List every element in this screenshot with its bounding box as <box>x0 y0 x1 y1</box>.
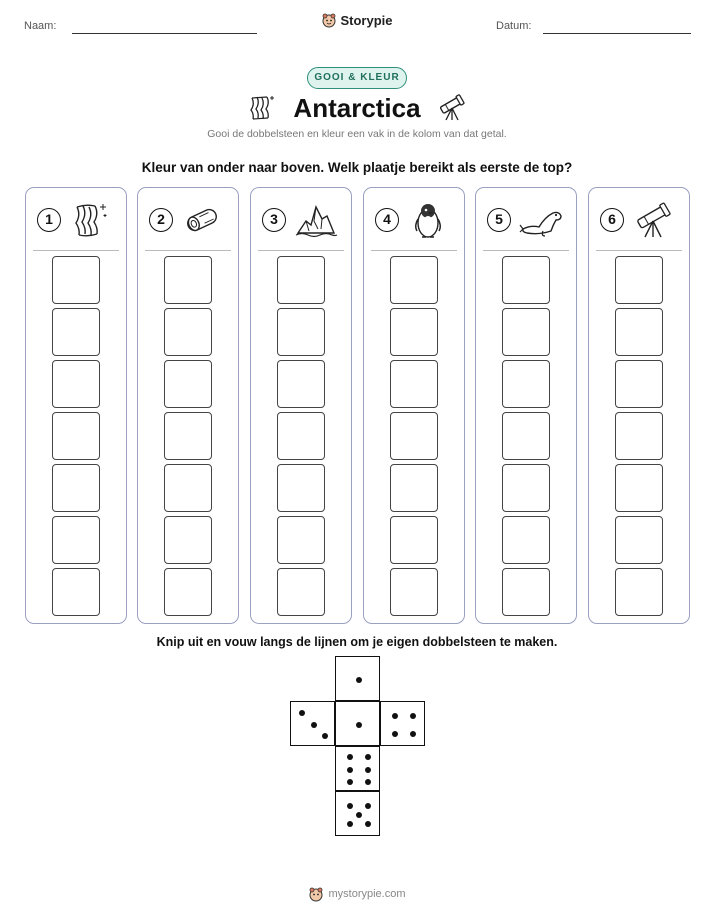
die-pip <box>392 731 398 737</box>
color-box[interactable] <box>615 464 663 512</box>
column-header <box>26 188 126 250</box>
column-1 <box>25 187 127 624</box>
color-box[interactable] <box>164 412 212 460</box>
name-label: Naam: <box>24 20 57 32</box>
die-face-1 <box>335 701 380 746</box>
penguin-icon <box>407 199 449 246</box>
color-box[interactable] <box>615 412 663 460</box>
color-box[interactable] <box>52 256 100 304</box>
color-box[interactable] <box>277 464 325 512</box>
column-2 <box>137 187 239 624</box>
die-face-5 <box>335 791 380 836</box>
storypie-logo-icon <box>321 12 337 28</box>
log-icon <box>181 199 223 246</box>
color-box[interactable] <box>502 412 550 460</box>
column-header <box>251 188 351 250</box>
die-pip <box>347 803 353 809</box>
color-box[interactable] <box>164 516 212 564</box>
color-box[interactable] <box>502 464 550 512</box>
cut-instruction: Knip uit en vouw langs de lijnen om je eigen dobbelsteen te maken. <box>156 635 558 649</box>
die-pip <box>365 754 371 760</box>
date-label: Datum: <box>496 20 532 32</box>
die-pip <box>347 779 353 785</box>
column-6 <box>588 187 690 624</box>
color-box[interactable] <box>390 516 438 564</box>
column-divider <box>145 250 231 251</box>
brand <box>0 12 714 33</box>
color-box[interactable] <box>277 568 325 616</box>
die-pip <box>365 779 371 785</box>
die-pip <box>347 821 353 827</box>
column-divider <box>483 250 569 251</box>
color-box[interactable] <box>277 516 325 564</box>
color-box[interactable] <box>164 464 212 512</box>
die-pip <box>299 710 305 716</box>
color-box[interactable] <box>502 360 550 408</box>
die-pip <box>347 754 353 760</box>
color-box[interactable] <box>277 256 325 304</box>
color-box[interactable] <box>390 568 438 616</box>
color-box[interactable] <box>502 256 550 304</box>
color-box[interactable] <box>615 308 663 356</box>
iceberg-icon <box>294 199 338 246</box>
activity-badge: GOOI & KLEUR <box>307 67 407 89</box>
instruction: Kleur van onder naar boven. Welk plaatje bereikt als eerste de top? <box>141 160 573 175</box>
die-face-4 <box>380 701 425 746</box>
seal-icon <box>519 199 565 246</box>
color-box[interactable] <box>277 308 325 356</box>
color-box[interactable] <box>390 412 438 460</box>
die-pip <box>356 722 362 728</box>
column-number: 1 <box>37 208 61 232</box>
color-box[interactable] <box>615 360 663 408</box>
die-face-1 <box>335 656 380 701</box>
aurora-icon <box>69 199 111 246</box>
column-divider <box>371 250 457 251</box>
color-box[interactable] <box>615 516 663 564</box>
color-box[interactable] <box>502 308 550 356</box>
color-box[interactable] <box>502 568 550 616</box>
die-pip <box>365 803 371 809</box>
die-pip <box>410 713 416 719</box>
subtitle: Gooi de dobbelsteen en kleur een vak in de kolom van dat getal. <box>207 128 507 140</box>
column-header <box>476 188 576 250</box>
die-face-3 <box>290 701 335 746</box>
column-number: 6 <box>600 208 624 232</box>
die-pip <box>392 713 398 719</box>
die-pip <box>356 812 362 818</box>
column-3 <box>250 187 352 624</box>
die-pip <box>311 722 317 728</box>
color-box[interactable] <box>52 412 100 460</box>
brand-name: Storypie <box>340 12 393 28</box>
color-box[interactable] <box>615 256 663 304</box>
color-box[interactable] <box>390 360 438 408</box>
color-box[interactable] <box>277 412 325 460</box>
color-box[interactable] <box>390 256 438 304</box>
column-divider <box>258 250 344 251</box>
column-header <box>364 188 464 250</box>
die-pip <box>347 767 353 773</box>
footer-url: mystorypie.com <box>328 888 406 900</box>
name-line[interactable] <box>72 33 257 34</box>
color-box[interactable] <box>164 308 212 356</box>
column-5 <box>475 187 577 624</box>
color-box[interactable] <box>52 360 100 408</box>
telescope-icon <box>632 199 674 246</box>
color-box[interactable] <box>164 568 212 616</box>
die-pip <box>356 677 362 683</box>
color-box[interactable] <box>52 464 100 512</box>
color-box[interactable] <box>52 568 100 616</box>
color-box[interactable] <box>390 308 438 356</box>
die-pip <box>365 821 371 827</box>
color-box[interactable] <box>52 516 100 564</box>
column-4 <box>363 187 465 624</box>
column-header <box>589 188 689 250</box>
telescope-icon <box>437 92 467 122</box>
page-title: Antarctica <box>293 93 421 123</box>
die-pip <box>410 731 416 737</box>
column-divider <box>596 250 682 251</box>
die-pip <box>322 733 328 739</box>
die-face-6 <box>335 746 380 791</box>
column-number: 4 <box>375 208 399 232</box>
storypie-footer-icon <box>308 886 324 902</box>
color-box[interactable] <box>502 516 550 564</box>
color-box[interactable] <box>164 360 212 408</box>
column-header <box>138 188 238 250</box>
color-box[interactable] <box>277 360 325 408</box>
color-box[interactable] <box>615 568 663 616</box>
color-box[interactable] <box>52 308 100 356</box>
color-box[interactable] <box>164 256 212 304</box>
column-number: 5 <box>487 208 511 232</box>
die-pip <box>365 767 371 773</box>
column-number: 3 <box>262 208 286 232</box>
footer <box>0 886 714 907</box>
color-box[interactable] <box>390 464 438 512</box>
column-divider <box>33 250 119 251</box>
column-number: 2 <box>149 208 173 232</box>
date-line[interactable] <box>543 33 691 34</box>
